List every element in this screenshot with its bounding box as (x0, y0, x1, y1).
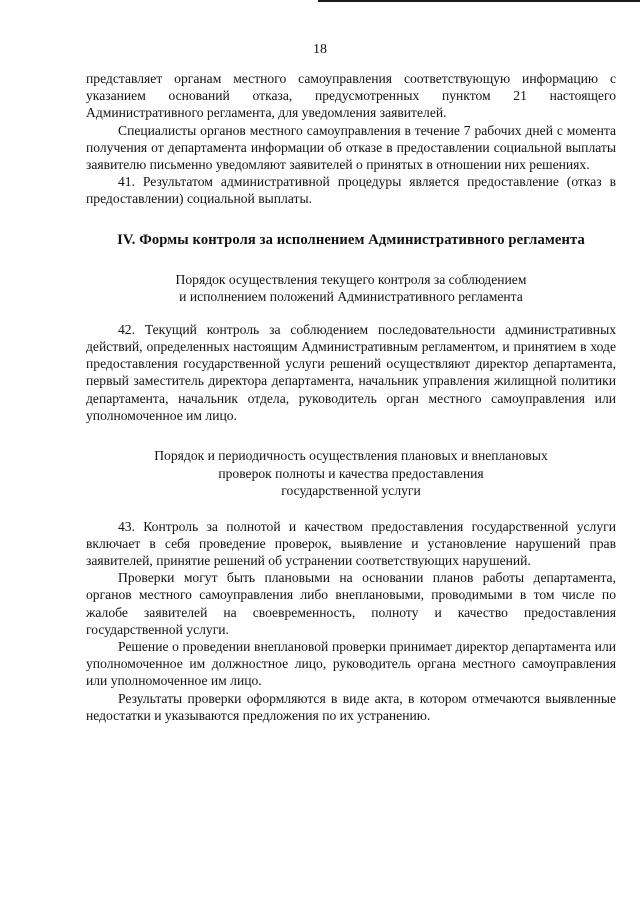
section-heading: IV. Формы контроля за исполнением Административного регламента (117, 231, 585, 248)
scan-edge-line (318, 0, 640, 2)
paragraph-42: 42. Текущий контроль за соблюдением последовательности административных действий, определенных настоящим Административным регламентом, и принятием в ходе предоставления государственной услуги решений осуществляют директор департамента, первый заместитель директора департамента, начальник управления жилищной политики департамента, начальник отдела, руководитель орган местного самоуправления или уполномоченное им лицо. (86, 321, 616, 423)
document-body (86, 70, 616, 724)
paragraph-results: Результаты проверки оформляются в виде акта, в котором отмечаются выявленные недостатки и указываются предложения по их устранению. (86, 690, 616, 723)
paragraph-continuation: представляет органам местного самоуправления соответствующую информацию с указанием оснований отказа, предусмотренных пунктом 21 настоящего Административного регламента, для уведомления заявителей. (86, 71, 616, 121)
subheading-line: Порядок осуществления текущего контроля за соблюдением (175, 271, 527, 287)
subheading-current-control (86, 271, 616, 306)
paragraph-inspections: Проверки могут быть плановыми на основании планов работы департамента, органов местного самоуправления либо внеплановыми, проводимыми в том числе по жалобе заявителей на своевременность, полноту и качество предоставления государственной услуги. (86, 570, 616, 637)
paragraph-specialists: Специалисты органов местного самоуправления в течение 7 рабочих дней с момента получения от департамента информации об отказе в предоставлении социальной выплаты заявителю письменно уведомляют заявителей о принятых в отношении них решениях. (86, 122, 616, 173)
subheading-line: проверок полноты и качества предоставления (218, 465, 484, 481)
subheading-line: государственной услуги (281, 483, 421, 499)
subheading-inspections (86, 447, 616, 500)
page-number: 18 (313, 42, 327, 57)
paragraph-43: 43. Контроль за полнотой и качеством предоставления государственной услуги включает в себя проведение проверок, выявление и установление нарушений прав заявителей, принятие решений об устранении соответствующих нарушений. (86, 518, 616, 568)
subheading-line: и исполнением положений Административного регламента (179, 289, 523, 305)
paragraph-unscheduled: Решение о проведении внеплановой проверки принимает директор департамента или уполномоченное им должностное лицо, руководитель органа местного самоуправления или уполномоченное им лицо. (86, 638, 616, 689)
paragraph-41: 41. Результатом административной процедуры является предоставление (отказ в предоставлении) социальной выплаты. (86, 174, 616, 207)
subheading-line: Порядок и периодичность осуществления плановых и внеплановых (154, 448, 548, 464)
